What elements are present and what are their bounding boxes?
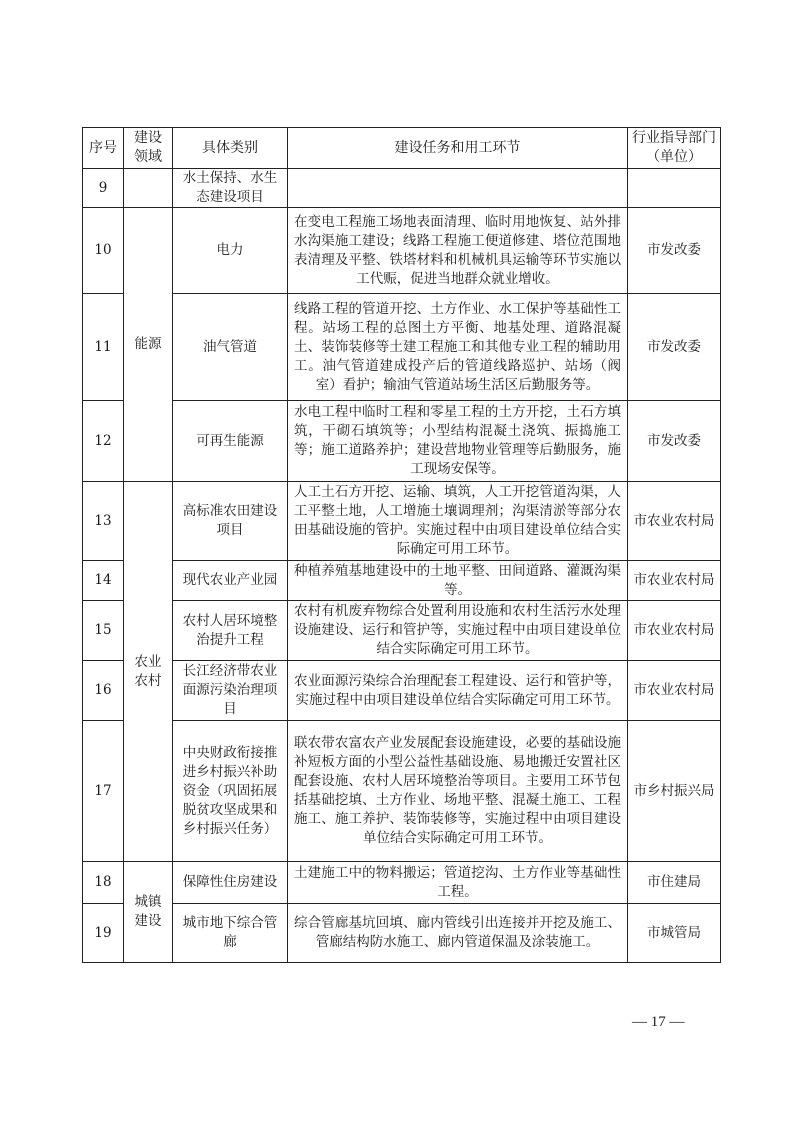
row-no: 11 [83,294,124,401]
row-task [288,169,628,208]
row-category: 农村人居环境整治提升工程 [173,601,288,661]
row-dept: 市农业农村局 [628,601,721,661]
row-category: 电力 [173,208,288,294]
row-dept [628,169,721,208]
header-category: 具体类别 [173,128,288,169]
header-no: 序号 [83,128,124,169]
row-dept: 市城管局 [628,904,721,963]
row-no: 15 [83,601,124,661]
row-no: 17 [83,721,124,862]
row-task: 农村有机废弃物综合处置利用设施和农村生活污水处理设施建设、运行和管护等，实施过程中由项目建设单位结合实际确定可用工环节。 [288,601,628,661]
table-header-row [83,128,721,169]
row-category: 现代农业产业园 [173,561,288,601]
table-row [83,904,721,963]
table-row [83,294,721,401]
row-no: 13 [83,482,124,561]
table-row [83,661,721,721]
row-dept: 市乡村振兴局 [628,721,721,862]
row-category: 城市地下综合管廊 [173,904,288,963]
row-dept: 市农业农村局 [628,482,721,561]
row-no: 19 [83,904,124,963]
table-row [83,401,721,482]
construction-task-table [82,127,721,963]
row-category: 可再生能源 [173,401,288,482]
row-task: 综合管廊基坑回填、廊内管线引出连接并开挖及施工、管廊结构防水施工、廊内管道保温及涂装施工。 [288,904,628,963]
row-category: 高标准农田建设项目 [173,482,288,561]
table-row [83,721,721,862]
table-row [83,169,721,208]
row-no: 9 [83,169,124,208]
row-task: 联农带农富农产业发展配套设施建设，必要的基础设施补短板方面的小型公益性基础设施、易地搬迁安置社区配套设施、农村人居环境整治等项目。主要用工环节包括基础挖填、土方作业、场地平整、混凝土施工、工程施工、施工养护、装饰装修等，实施过程中由项目建设单位结合实际确定可用工环节。 [288,721,628,862]
row-task: 线路工程的管道开挖、土方作业、水工保护等基础性工程。站场工程的总图土方平衡、地基处理、道路混凝土、装饰装修等土建工程施工和其他专业工程的辅助用工。油气管道建成投产后的管道线路巡护、站场（阀室）看护；输油气管道站场生活区后勤服务等。 [288,294,628,401]
row-task: 土建施工中的物料搬运；管道挖沟、土方作业等基础性工程。 [288,862,628,904]
row-task: 在变电工程施工场地表面清理、临时用地恢复、站外排水沟渠施工建设；线路工程施工便道修建、塔位范围地表清理及平整、铁塔材料和机械机具运输等环节实施以工代赈，促进当地群众就业增收。 [288,208,628,294]
row-dept: 市发改委 [628,401,721,482]
row-no: 18 [83,862,124,904]
row-category: 中央财政衔接推进乡村振兴补助资金（巩固拓展脱贫攻坚成果和乡村振兴任务） [173,721,288,862]
table-row [83,862,721,904]
row-dept: 市发改委 [628,294,721,401]
header-task: 建设任务和用工环节 [288,128,628,169]
domain-urban: 城镇建设 [124,862,173,963]
row-no: 16 [83,661,124,721]
header-dept: 行业指导部门（单位） [628,128,721,169]
row-no: 14 [83,561,124,601]
table-row [83,561,721,601]
row-category: 保障性住房建设 [173,862,288,904]
row-dept: 市住建局 [628,862,721,904]
row-category: 油气管道 [173,294,288,401]
table-row [83,601,721,661]
row-dept: 市农业农村局 [628,561,721,601]
domain-agri: 农业农村 [124,482,173,862]
row-task: 农业面源污染综合治理配套工程建设、运行和管护等，实施过程中由项目建设单位结合实际确定可用工环节。 [288,661,628,721]
row-category: 水土保持、水生态建设项目 [173,169,288,208]
row-task: 水电工程中临时工程和零星工程的土方开挖，土石方填筑，干砌石填筑等；小型结构混凝土浇筑、振捣施工等；施工道路养护；建设营地物业管理等后勤服务，施工现场安保等。 [288,401,628,482]
row-category: 长江经济带农业面源污染治理项目 [173,661,288,721]
row-domain [124,169,173,208]
row-task: 种植养殖基地建设中的土地平整、田间道路、灌溉沟渠等。 [288,561,628,601]
row-task: 人工土石方开挖、运输、填筑，人工开挖管道沟渠，人工平整土地，人工增施土壤调理剂；沟渠清淤等部分农田基础设施的管护。实施过程中由项目建设单位结合实际确定可用工环节。 [288,482,628,561]
page-number: — 17 — [632,1014,685,1030]
row-dept: 市农业农村局 [628,661,721,721]
domain-energy: 能源 [124,208,173,482]
row-dept: 市发改委 [628,208,721,294]
table-row [83,208,721,294]
row-no: 12 [83,401,124,482]
header-domain: 建设领域 [124,128,173,169]
row-no: 10 [83,208,124,294]
table-row [83,482,721,561]
